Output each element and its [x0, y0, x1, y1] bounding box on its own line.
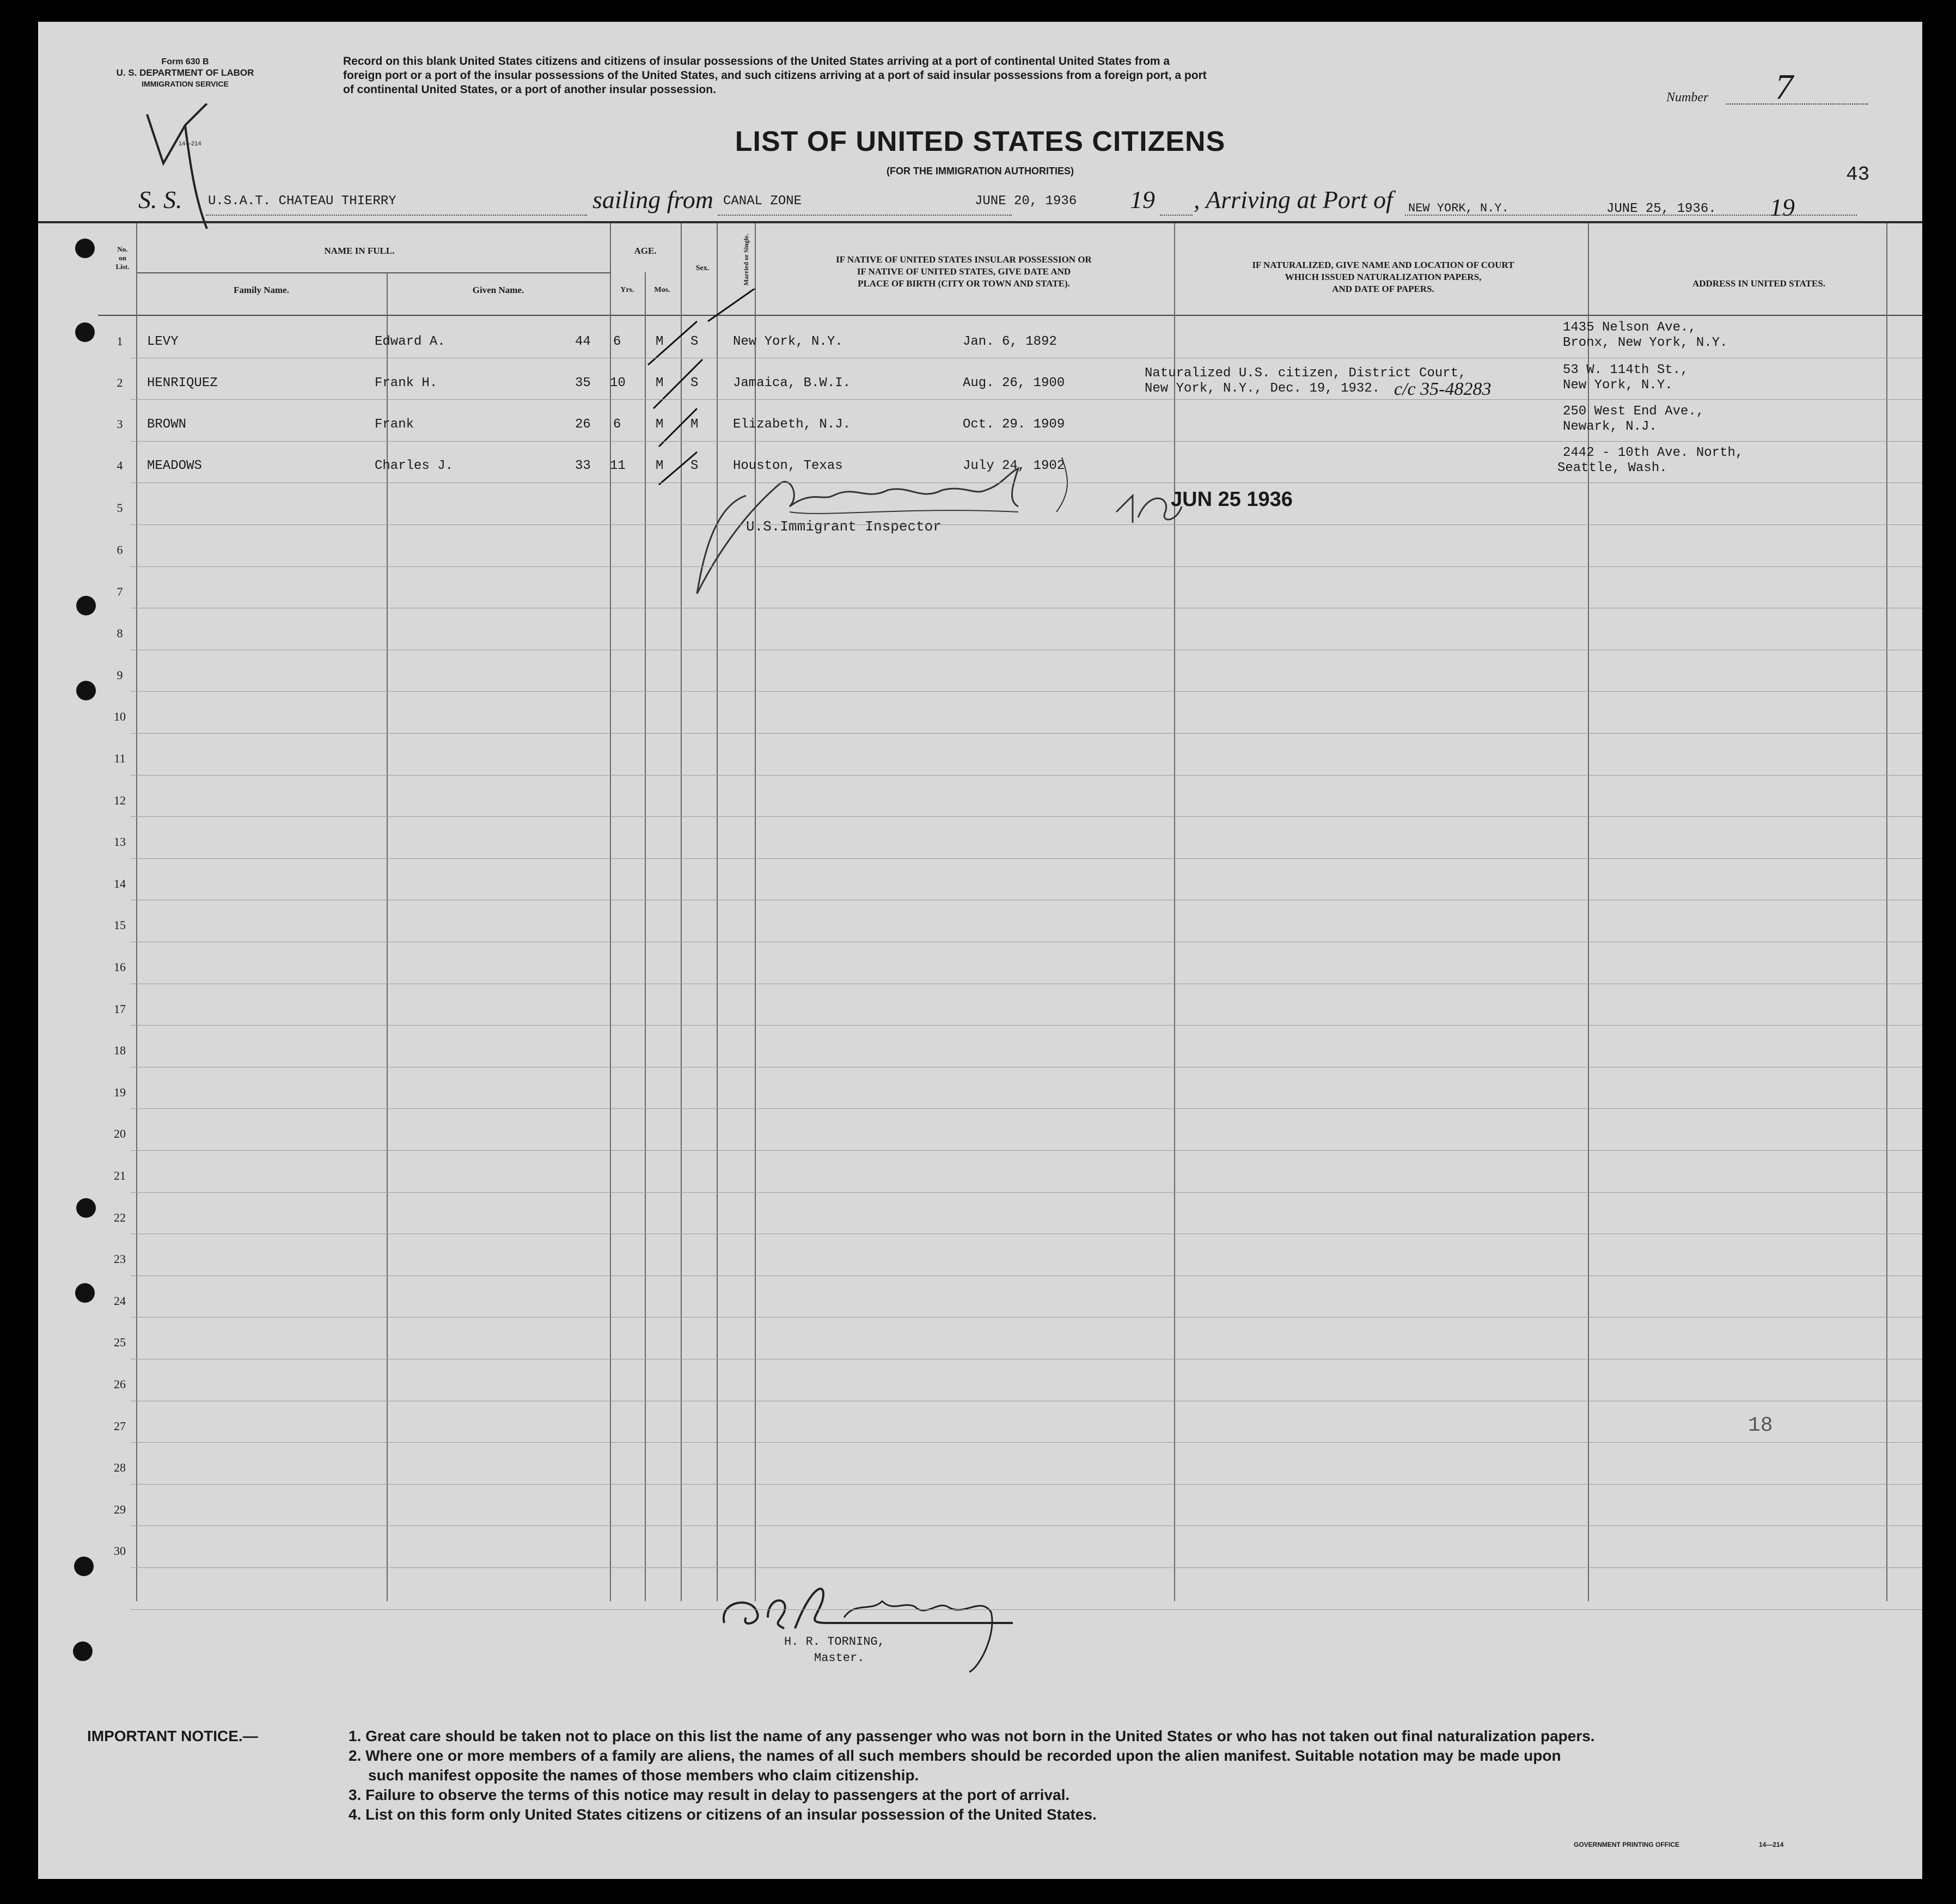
- col-no-3: List.: [115, 263, 130, 271]
- row-rule: [131, 1025, 1922, 1026]
- address-line-1: 2442 - 10th Ave. North,: [1563, 446, 1744, 460]
- binder-hole: [75, 239, 95, 258]
- address-line-1: 53 W. 114th St.,: [1563, 363, 1689, 377]
- ship-name: U.S.A.T. CHATEAU THIERRY: [208, 194, 396, 209]
- notice-item-2-cont: such manifest opposite the names of those members who claim citizenship.: [368, 1767, 919, 1784]
- marital-cell: S: [690, 459, 699, 473]
- row-rule: [131, 1525, 1922, 1526]
- row-number: 20: [114, 1127, 126, 1141]
- address-line-2: Newark, N.J.: [1563, 419, 1657, 434]
- age-months-cell: 10: [610, 376, 626, 390]
- page-title: LIST OF UNITED STATES CITIZENS: [735, 126, 1226, 157]
- number-label: Number: [1666, 90, 1709, 105]
- col-married: Married or Single.: [742, 234, 750, 286]
- col-no-2: on: [119, 254, 126, 262]
- arrival-date: JUNE 25, 1936.: [1606, 202, 1716, 216]
- year-label-2: 19: [1770, 193, 1795, 221]
- certificate-annotation: c/c 35-48283: [1394, 379, 1492, 399]
- marital-cell: S: [690, 376, 699, 390]
- given-name-cell: Frank H.: [375, 376, 438, 390]
- address-line-1: 250 West End Ave.,: [1563, 404, 1704, 419]
- row-rule: [131, 733, 1922, 734]
- arrival-stamp: JUN 25 1936: [1171, 488, 1293, 511]
- age-months-cell: 6: [613, 417, 621, 432]
- row-number: 14: [114, 876, 126, 890]
- age-years-cell: 44: [575, 334, 591, 349]
- birthplace-cell: Elizabeth, N.J.: [733, 417, 851, 432]
- col-mos: Mos.: [654, 286, 670, 294]
- row-number: 4: [117, 459, 123, 472]
- birthplace-cell: New York, N.Y.: [733, 334, 843, 349]
- col-yrs: Yrs.: [620, 286, 634, 294]
- sex-cell: M: [656, 459, 664, 473]
- vline-address: [1886, 223, 1887, 1601]
- family-name-cell: MEADOWS: [147, 459, 202, 473]
- col-name-in-full: NAME IN FULL.: [324, 246, 395, 256]
- ss-label: S. S.: [138, 186, 182, 213]
- row-number: 27: [114, 1419, 126, 1433]
- year-line-1: [1160, 215, 1193, 216]
- side-number: 43: [1846, 163, 1870, 186]
- row-rule: [131, 441, 1922, 442]
- row-rule: [131, 399, 1922, 400]
- row-rule: [131, 1442, 1922, 1443]
- notice-item-1: 1. Great care should be taken not to place on this list the name of any passenger who was not born in the United States or who has not taken out final naturalization papers.: [349, 1728, 1595, 1744]
- notice-item-3: 3. Failure to observe the terms of this notice may result in delay to passengers at the port of arrival.: [349, 1786, 1070, 1803]
- binder-hole: [75, 1283, 95, 1303]
- address-line-2: New York, N.Y.: [1563, 378, 1673, 393]
- given-name-cell: Edward A.: [375, 334, 445, 349]
- service-name: IMMIGRATION SERVICE: [142, 80, 229, 88]
- col-family-name: Family Name.: [234, 285, 289, 295]
- row-rule: [131, 566, 1922, 567]
- column-header: [38, 223, 1922, 316]
- row-number: 23: [114, 1252, 126, 1266]
- row-rule: [131, 1108, 1922, 1109]
- record-line-2: foreign port or a port of the insular possessions of the United States, and such citizens arriving at a port of said insular possessions from a foreign port, a port: [343, 69, 1207, 82]
- ship-line: [206, 215, 587, 216]
- age-years-cell: 26: [575, 417, 591, 432]
- arrival-port: NEW YORK, N.Y.: [1408, 202, 1509, 215]
- address-line-2: Bronx, New York, N.Y.: [1563, 335, 1728, 350]
- col-address: ADDRESS IN UNITED STATES.: [1692, 278, 1826, 289]
- record-instructions: [343, 54, 1639, 97]
- inspector-title: U.S.Immigrant Inspector: [746, 518, 942, 535]
- row-number: 25: [114, 1335, 126, 1350]
- notice-item-2: 2. Where one or more members of a family are aliens, the names of all such members should be recorded upon the alien manifest. Suitable notation may be made upon: [349, 1747, 1561, 1764]
- page-count: 18: [1748, 1414, 1773, 1437]
- master-title: Master.: [814, 1651, 865, 1665]
- binder-hole: [73, 1641, 93, 1661]
- address-line-1: 1435 Nelson Ave.,: [1563, 320, 1696, 335]
- row-rule: [131, 1567, 1922, 1568]
- sex-cell: M: [656, 334, 664, 349]
- list-number: 7: [1775, 67, 1793, 107]
- nat-line-1: IF NATURALIZED, GIVE NAME AND LOCATION OF COURT: [1252, 260, 1514, 270]
- row-number: 22: [114, 1210, 126, 1224]
- row-number: 21: [114, 1169, 126, 1182]
- age-years-cell: 35: [575, 376, 591, 390]
- birthdate-cell: Jan. 6, 1892: [963, 334, 1057, 349]
- row-number: 19: [114, 1085, 126, 1099]
- row-number: 29: [114, 1502, 126, 1516]
- age-months-cell: 11: [610, 459, 626, 473]
- vline-no: [136, 223, 137, 1601]
- row-number: 1: [117, 334, 123, 348]
- top-form-mark: 14—214: [179, 141, 201, 147]
- row-number: 30: [114, 1544, 126, 1558]
- family-name-cell: HENRIQUEZ: [147, 376, 218, 390]
- arriving-label: , Arriving at Port of: [1194, 186, 1393, 213]
- form-number: Form 630 B: [161, 57, 209, 66]
- marital-cell: M: [690, 417, 699, 432]
- binder-hole: [76, 1198, 96, 1218]
- row-rule: [131, 816, 1922, 817]
- printer-imprint: GOVERNMENT PRINTING OFFICE: [1574, 1841, 1680, 1848]
- col-sex: Sex.: [695, 264, 710, 272]
- department-name: U. S. DEPARTMENT OF LABOR: [116, 68, 254, 78]
- number-line: [1726, 103, 1868, 105]
- departure-date: JUNE 20, 1936: [975, 194, 1077, 209]
- binder-hole: [75, 322, 95, 342]
- vline-birth: [1174, 223, 1175, 1601]
- row-rule: [131, 524, 1922, 525]
- row-number: 5: [117, 501, 123, 515]
- row-number: 11: [114, 752, 126, 765]
- binder-hole: [76, 681, 96, 700]
- age-years-cell: 33: [575, 459, 591, 473]
- row-rule: [131, 775, 1922, 776]
- marital-cell: S: [690, 334, 699, 349]
- row-number: 17: [114, 1002, 126, 1016]
- sex-cell: M: [656, 376, 664, 390]
- sailing-from-label: sailing from: [592, 186, 713, 213]
- master-name: H. R. TORNING,: [784, 1635, 885, 1649]
- row-rule: [131, 691, 1922, 692]
- printer-code: 14—214: [1759, 1841, 1784, 1848]
- row-number: 28: [114, 1461, 126, 1475]
- birth-line-3: PLACE OF BIRTH (CITY OR TOWN AND STATE).: [858, 278, 1070, 289]
- row-number: 8: [117, 626, 123, 640]
- family-name-cell: LEVY: [147, 334, 179, 349]
- birthdate-cell: Oct. 29. 1909: [963, 417, 1065, 432]
- notice-item-4: 4. List on this form only United States citizens or citizens of an insular possession of the United States.: [349, 1806, 1097, 1823]
- given-name-cell: Charles J.: [375, 459, 454, 473]
- vline-given: [610, 223, 611, 1601]
- manifest-sheet: [38, 22, 1922, 1879]
- col-given-name: Given Name.: [472, 285, 524, 295]
- given-name-cell: Frank: [375, 417, 414, 432]
- sex-cell: M: [656, 417, 664, 432]
- header-bottom-rule: [98, 315, 1922, 316]
- row-number: 26: [114, 1377, 126, 1391]
- birthplace-cell: Jamaica, B.W.I.: [733, 376, 851, 390]
- notice-lead: IMPORTANT NOTICE.—: [87, 1728, 258, 1744]
- family-name-cell: BROWN: [147, 417, 187, 432]
- row-number: 10: [114, 710, 126, 724]
- page-subtitle: (FOR THE IMMIGRATION AUTHORITIES): [887, 166, 1074, 176]
- birth-line-1: IF NATIVE OF UNITED STATES INSULAR POSSESSION OR: [836, 254, 1092, 265]
- important-notice: [87, 1726, 1895, 1823]
- nat-line-3: AND DATE OF PAPERS.: [1332, 284, 1434, 294]
- row-rule: [131, 1484, 1922, 1485]
- row-rule: [131, 1192, 1922, 1193]
- col-birth: [757, 254, 1171, 290]
- col-age: AGE.: [634, 246, 657, 256]
- naturalized-line-1: Naturalized U.S. citizen, District Court,: [1145, 366, 1466, 381]
- row-number: 6: [117, 543, 123, 557]
- row-number: 9: [117, 668, 123, 682]
- naturalized-line-2: New York, N.Y., Dec. 19, 1932.: [1145, 381, 1380, 396]
- row-rule: [131, 1609, 1922, 1610]
- row-number: 16: [114, 960, 126, 974]
- record-line-3: of continental United States, or a port of another insular possession.: [343, 83, 716, 96]
- row-number: 13: [114, 835, 126, 849]
- col-no-1: No.: [117, 245, 128, 253]
- row-number: 2: [117, 376, 123, 389]
- year-label-1: 19: [1130, 186, 1155, 213]
- col-naturalized: [1176, 259, 1590, 295]
- row-rule: [131, 1150, 1922, 1151]
- record-line-1: Record on this blank United States citizens and citizens of insular possessions of the United States arriving at a port of continental United States from a: [343, 55, 1170, 68]
- row-number: 18: [114, 1043, 126, 1058]
- birthdate-cell: July 24, 1902: [963, 459, 1065, 473]
- age-months-cell: 6: [613, 334, 621, 349]
- sailing-line: [718, 215, 1012, 216]
- birth-line-2: IF NATIVE OF UNITED STATES, GIVE DATE AND: [857, 266, 1071, 277]
- sailing-from: CANAL ZONE: [723, 194, 802, 209]
- row-number: 7: [117, 584, 123, 599]
- binder-hole: [76, 596, 96, 615]
- master-signature: [708, 1569, 1089, 1677]
- row-number: 12: [114, 793, 126, 807]
- row-number: 3: [117, 417, 123, 431]
- binder-hole: [74, 1557, 94, 1576]
- form-header-block: [71, 57, 299, 89]
- row-rule: [131, 858, 1922, 859]
- row-number: 15: [114, 918, 126, 932]
- name-subrule: [136, 272, 610, 273]
- birthplace-cell: Houston, Texas: [733, 459, 843, 473]
- row-number: 24: [114, 1293, 126, 1308]
- nat-line-2: WHICH ISSUED NATURALIZATION PAPERS,: [1285, 272, 1482, 282]
- address-line-2: Seattle, Wash.: [1557, 461, 1667, 475]
- birthdate-cell: Aug. 26, 1900: [963, 376, 1065, 390]
